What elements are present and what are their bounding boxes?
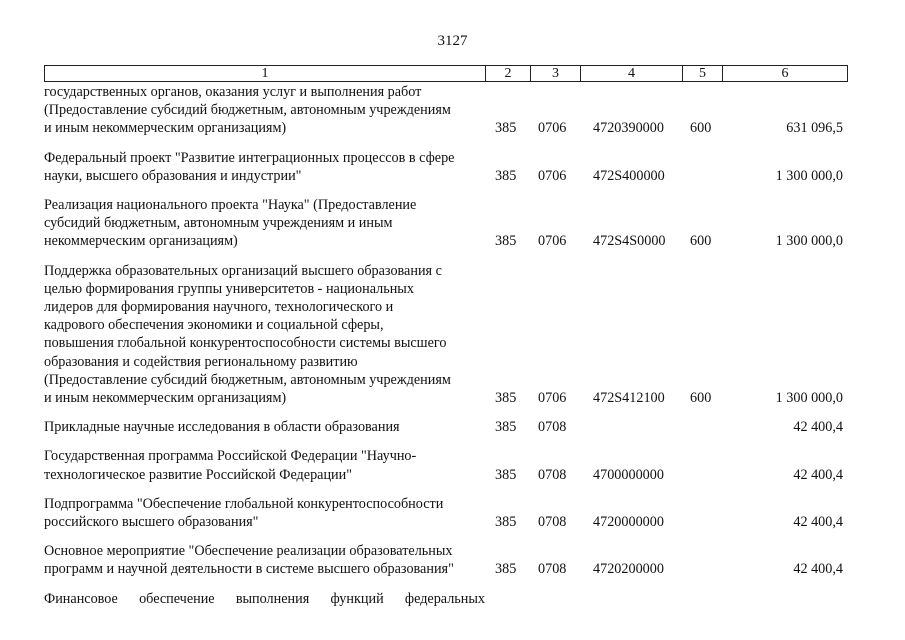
table-row [44,447,847,483]
table-row [44,542,847,578]
row-target-code: 472S412100 [593,390,665,407]
row-target-code: 4720390000 [593,120,664,137]
row-section-code: 0706 [538,390,567,407]
row-target-code: 472S4S0000 [593,233,666,250]
row-gr-code: 385 [495,419,517,436]
row-gr-code: 385 [495,466,517,483]
table-row [44,495,847,531]
row-section-code: 0706 [538,120,567,137]
row-section-code: 0708 [538,466,567,483]
row-amount: 42 400,4 [793,466,843,483]
row-gr-code: 385 [495,167,517,184]
table-row [44,149,847,185]
row-amount: 1 300 000,0 [775,167,843,184]
row-amount: 42 400,4 [793,419,843,436]
row-target-code: 4720200000 [593,561,664,578]
row-gr-code: 385 [495,390,517,407]
row-expense-type: 600 [690,233,712,250]
row-description: государственных органов, оказания услуг и выполнения работ (Предоставление субсидий бюджетным, автономным учреждениям и иным некоммерческим организациям) [44,84,451,137]
row-description: Государственная программа Российской Федерации "Научно- технологическое развитие Российской Федерации" [44,448,417,483]
row-section-code: 0706 [538,233,567,250]
row-amount: 1 300 000,0 [775,390,843,407]
row-section-code: 0708 [538,561,567,578]
column-header-1: 1 [45,66,486,82]
row-section-code: 0708 [538,419,567,436]
column-header-5: 5 [683,66,723,82]
row-description: Подпрограмма "Обеспечение глобальной конкурентоспособности российского высшего образования" [44,495,444,531]
table-row [44,418,847,436]
row-description: Прикладные научные исследования в области образования [44,419,400,436]
row-amount: 42 400,4 [793,561,843,578]
row-section-code: 0708 [538,514,567,531]
row-amount: 1 300 000,0 [775,233,843,250]
row-description: Поддержка образовательных организаций высшего образования с целью формирования группы университетов - национальных лидеров для формирования научного, технологического и кадрового обеспечения экономики и социальной сферы, повышения глобальной конкурентоспособности системы высшего образования и содействия региональному развитию (Предоставление субсидий бюджетным, автономным учреждениям и иным некоммерческим организациям) [44,262,451,407]
row-description: Финансовое обеспечение выполнения функций федеральных [44,590,485,607]
row-expense-type: 600 [690,120,712,137]
row-description: Федеральный проект "Развитие интеграционных процессов в сфере науки, высшего образования и индустрии" [44,149,455,184]
column-header-3: 3 [531,66,581,82]
row-amount: 42 400,4 [793,514,843,531]
table-row [44,196,847,251]
row-gr-code: 385 [495,561,517,578]
table-row [44,262,847,408]
budget-table-body [44,83,847,619]
row-amount: 631 096,5 [786,120,843,137]
row-gr-code: 385 [495,514,517,531]
column-header-6: 6 [723,66,848,82]
table-row [44,83,847,138]
column-header-4: 4 [581,66,683,82]
row-section-code: 0706 [538,167,567,184]
row-gr-code: 385 [495,233,517,250]
page-number: 3127 [437,33,468,49]
column-header-row [44,65,848,82]
row-expense-type: 600 [690,390,712,407]
row-description: Основное мероприятие "Обеспечение реализации образовательных программ и научной деятельности в системе высшего образования" [44,543,454,578]
row-target-code: 4720000000 [593,514,664,531]
row-target-code: 4700000000 [593,466,664,483]
table-row [44,590,847,608]
row-target-code: 472S400000 [593,167,665,184]
column-header-2: 2 [486,66,531,82]
row-gr-code: 385 [495,120,517,137]
row-description: Реализация национального проекта "Наука" (Предоставление субсидий бюджетным, автономным учреждениям и иным некоммерческим организациям) [44,197,417,250]
